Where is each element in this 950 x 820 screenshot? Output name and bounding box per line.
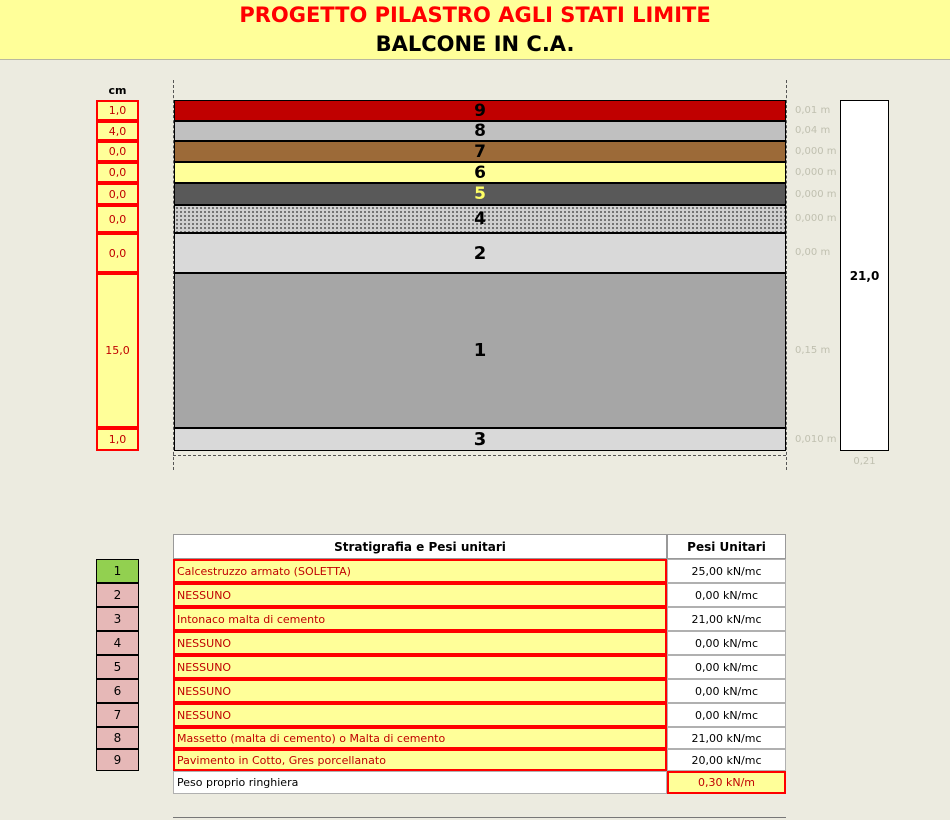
layer-5: 5 <box>174 183 786 205</box>
row-number-2: 2 <box>96 583 139 607</box>
railing-weight-label: Peso proprio ringhiera <box>173 771 667 794</box>
row-number-1: 1 <box>96 559 139 583</box>
meter-label-layer-3: 0,010 m <box>795 434 837 445</box>
layer-description-5[interactable]: NESSUNO <box>173 655 667 679</box>
meter-label-layer-7: 0,000 m <box>795 146 837 157</box>
unit-weight-2: 0,00 kN/mc <box>667 583 786 607</box>
right-guide-line <box>786 80 787 470</box>
layer-1: 1 <box>174 273 786 428</box>
row-number-8: 8 <box>96 727 139 749</box>
row-number-5: 5 <box>96 655 139 679</box>
cm-input-layer-9[interactable]: 1,0 <box>96 100 139 121</box>
layer-8: 8 <box>174 121 786 141</box>
cm-input-layer-3[interactable]: 1,0 <box>96 428 139 451</box>
bottom-guide-line <box>173 455 786 456</box>
row-number-9: 9 <box>96 749 139 771</box>
layer-7: 7 <box>174 141 786 162</box>
cm-input-layer-4[interactable]: 0,0 <box>96 205 139 233</box>
unit-weight-7: 0,00 kN/mc <box>667 703 786 727</box>
unit-weight-1: 25,00 kN/mc <box>667 559 786 583</box>
meter-label-layer-6: 0,000 m <box>795 167 837 178</box>
page-subtitle: BALCONE IN C.A. <box>375 32 575 56</box>
unit-weight-3: 21,00 kN/mc <box>667 607 786 631</box>
unit-weight-9: 20,00 kN/mc <box>667 749 786 771</box>
meter-label-layer-1: 0,15 m <box>795 345 831 356</box>
meter-label-layer-2: 0,00 m <box>795 247 831 258</box>
layer-9: 9 <box>174 100 786 121</box>
row-number-3: 3 <box>96 607 139 631</box>
cm-input-layer-1[interactable]: 15,0 <box>96 273 139 428</box>
layer-description-9[interactable]: Pavimento in Cotto, Gres porcellanato <box>173 749 667 771</box>
meter-label-layer-5: 0,000 m <box>795 189 837 200</box>
bottom-divider <box>173 817 786 818</box>
layer-description-1[interactable]: Calcestruzzo armato (SOLETTA) <box>173 559 667 583</box>
layer-description-2[interactable]: NESSUNO <box>173 583 667 607</box>
table-header-stratigrafia: Stratigrafia e Pesi unitari <box>173 534 667 559</box>
railing-weight-input[interactable]: 0,30 kN/m <box>667 771 786 794</box>
unit-weight-8: 21,00 kN/mc <box>667 727 786 749</box>
unit-weight-5: 0,00 kN/mc <box>667 655 786 679</box>
page-title: PROGETTO PILASTRO AGLI STATI LIMITE <box>239 3 711 27</box>
layer-description-7[interactable]: NESSUNO <box>173 703 667 727</box>
unit-weight-6: 0,00 kN/mc <box>667 679 786 703</box>
cm-input-layer-2[interactable]: 0,0 <box>96 233 139 273</box>
row-number-4: 4 <box>96 631 139 655</box>
layer-3: 3 <box>174 428 786 451</box>
layer-6: 6 <box>174 162 786 183</box>
layer-description-8[interactable]: Massetto (malta di cemento) o Malta di cemento <box>173 727 667 749</box>
row-number-7: 7 <box>96 703 139 727</box>
layer-description-3[interactable]: Intonaco malta di cemento <box>173 607 667 631</box>
unit-weight-4: 0,00 kN/mc <box>667 631 786 655</box>
table-header-pesi-unitari: Pesi Unitari <box>667 534 786 559</box>
total-thickness-meters: 0,21 <box>853 456 876 467</box>
cm-input-layer-7[interactable]: 0,0 <box>96 141 139 162</box>
cm-input-layer-5[interactable]: 0,0 <box>96 183 139 205</box>
layer-4: 4 <box>174 205 786 233</box>
cm-input-layer-6[interactable]: 0,0 <box>96 162 139 183</box>
meter-label-layer-8: 0,04 m <box>795 125 831 136</box>
layer-description-4[interactable]: NESSUNO <box>173 631 667 655</box>
layer-2: 2 <box>174 233 786 273</box>
cm-column-header: cm <box>108 84 127 97</box>
meter-label-layer-9: 0,01 m <box>795 105 831 116</box>
cm-input-layer-8[interactable]: 4,0 <box>96 121 139 141</box>
layer-description-6[interactable]: NESSUNO <box>173 679 667 703</box>
row-number-6: 6 <box>96 679 139 703</box>
total-thickness-box: 21,0 <box>840 100 889 451</box>
meter-label-layer-4: 0,000 m <box>795 213 837 224</box>
